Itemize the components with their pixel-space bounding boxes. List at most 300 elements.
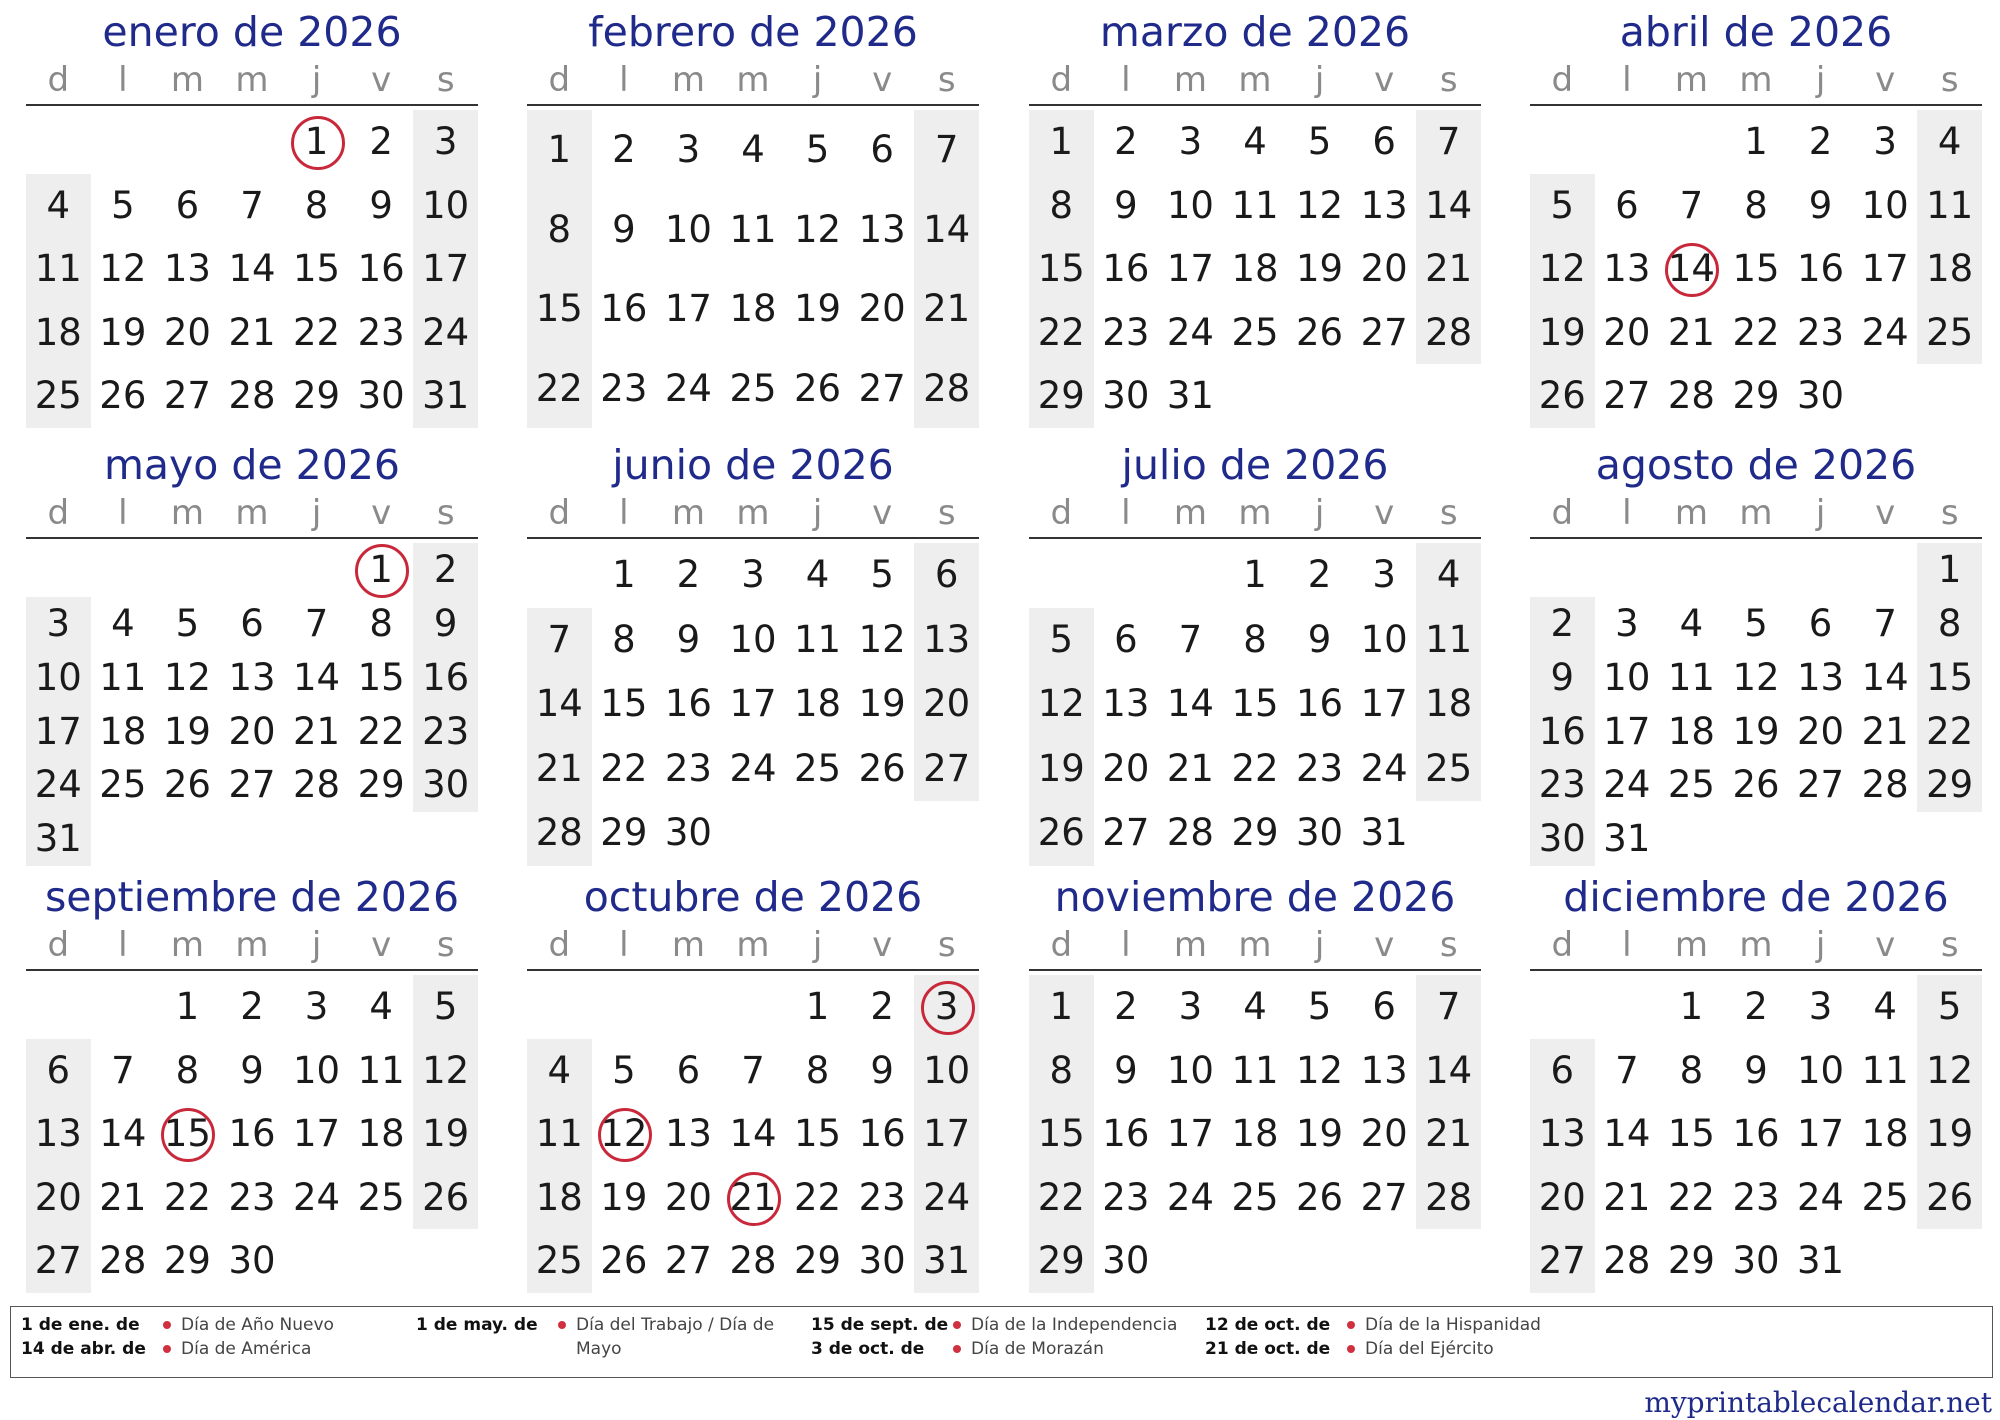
- site-brand[interactable]: myprintablecalendar.net: [1644, 1386, 1992, 1419]
- day-cell[interactable]: 21: [923, 287, 971, 330]
- day-cell[interactable]: 10: [664, 207, 712, 251]
- day-cell[interactable]: 6: [1372, 120, 1396, 163]
- day-cell[interactable]: 29: [163, 1239, 211, 1283]
- day-cell[interactable]: 22: [293, 310, 341, 354]
- holiday-day-cell[interactable]: 1: [284, 110, 349, 174]
- day-cell[interactable]: 5: [612, 1048, 636, 1092]
- day-cell[interactable]: 15: [1037, 1112, 1085, 1156]
- holiday-day-cell[interactable]: 1: [349, 543, 414, 597]
- day-cell[interactable]: 7: [304, 601, 329, 645]
- day-cell[interactable]: 27: [1102, 811, 1150, 855]
- holiday-day-cell[interactable]: 12: [592, 1102, 657, 1166]
- day-cell[interactable]: 9: [369, 183, 393, 227]
- day-cell[interactable]: 25: [1926, 310, 1974, 354]
- day-cell[interactable]: 29: [794, 1239, 842, 1283]
- day-cell[interactable]: 19: [1926, 1112, 1974, 1156]
- day-cell[interactable]: 17: [422, 247, 470, 291]
- day-cell[interactable]: 3: [1808, 985, 1833, 1028]
- day-cell[interactable]: 9: [1114, 1048, 1138, 1092]
- day-cell[interactable]: 9: [612, 207, 636, 251]
- day-cell[interactable]: 16: [422, 655, 470, 699]
- day-cell[interactable]: 1: [1937, 548, 1962, 591]
- day-cell[interactable]: 17: [923, 1112, 971, 1156]
- day-cell[interactable]: 5: [870, 553, 894, 596]
- day-cell[interactable]: 15: [600, 682, 648, 726]
- day-cell[interactable]: 26: [1926, 1175, 1974, 1219]
- day-cell[interactable]: 13: [228, 655, 276, 699]
- day-cell[interactable]: 9: [240, 1048, 264, 1092]
- day-cell[interactable]: 6: [1615, 183, 1639, 227]
- day-cell[interactable]: 23: [357, 310, 405, 354]
- day-cell[interactable]: 30: [858, 1239, 906, 1283]
- day-cell[interactable]: 31: [422, 374, 470, 418]
- day-cell[interactable]: 23: [1538, 763, 1586, 807]
- day-cell[interactable]: 19: [794, 287, 842, 330]
- day-cell[interactable]: 8: [547, 207, 572, 251]
- day-cell[interactable]: 13: [664, 1112, 712, 1156]
- day-cell[interactable]: 26: [858, 746, 906, 790]
- day-cell[interactable]: 21: [1603, 1175, 1651, 1219]
- day-cell[interactable]: 17: [34, 709, 82, 753]
- day-cell[interactable]: 27: [664, 1239, 712, 1283]
- day-cell[interactable]: 9: [870, 1048, 894, 1092]
- day-cell[interactable]: 3: [1372, 553, 1396, 596]
- day-cell[interactable]: 16: [1296, 682, 1344, 726]
- day-cell[interactable]: 30: [1296, 811, 1344, 855]
- day-cell[interactable]: 2: [1550, 601, 1575, 645]
- day-cell[interactable]: 5: [1049, 617, 1074, 661]
- day-cell[interactable]: 2: [369, 120, 393, 163]
- day-cell[interactable]: 9: [676, 617, 701, 661]
- day-cell[interactable]: 13: [1797, 655, 1845, 699]
- day-cell[interactable]: 29: [1231, 811, 1279, 855]
- day-cell[interactable]: 13: [1538, 1112, 1586, 1156]
- day-cell[interactable]: 23: [1102, 310, 1150, 354]
- day-cell[interactable]: 22: [1037, 1175, 1085, 1219]
- day-cell[interactable]: 29: [1926, 763, 1974, 807]
- day-cell[interactable]: 1: [1679, 985, 1704, 1028]
- day-cell[interactable]: 27: [923, 746, 971, 790]
- day-cell[interactable]: 11: [1231, 183, 1279, 227]
- day-cell[interactable]: 29: [1732, 374, 1780, 418]
- day-cell[interactable]: 4: [1679, 601, 1704, 645]
- day-cell[interactable]: 15: [794, 1112, 842, 1156]
- day-cell[interactable]: 30: [422, 763, 470, 807]
- day-cell[interactable]: 27: [858, 366, 906, 410]
- day-cell[interactable]: 8: [1937, 601, 1962, 645]
- day-cell[interactable]: 26: [1732, 763, 1780, 807]
- day-cell[interactable]: 31: [923, 1239, 971, 1283]
- day-cell[interactable]: 19: [163, 709, 211, 753]
- day-cell[interactable]: 7: [1873, 601, 1897, 645]
- day-cell[interactable]: 30: [1797, 374, 1845, 418]
- day-cell[interactable]: 21: [1166, 746, 1214, 790]
- day-cell[interactable]: 4: [1243, 120, 1267, 163]
- day-cell[interactable]: 24: [293, 1175, 341, 1219]
- day-cell[interactable]: 20: [664, 1175, 712, 1219]
- day-cell[interactable]: 30: [664, 811, 712, 855]
- day-cell[interactable]: 24: [923, 1175, 971, 1219]
- day-cell[interactable]: 10: [1603, 655, 1651, 699]
- day-cell[interactable]: 26: [1296, 1175, 1344, 1219]
- day-cell[interactable]: 14: [535, 682, 583, 726]
- day-cell[interactable]: 24: [1797, 1175, 1845, 1219]
- day-cell[interactable]: 11: [1926, 183, 1974, 227]
- day-cell[interactable]: 17: [1360, 682, 1408, 726]
- day-cell[interactable]: 1: [1049, 120, 1074, 163]
- day-cell[interactable]: 25: [1231, 310, 1279, 354]
- day-cell[interactable]: 15: [1732, 247, 1780, 291]
- day-cell[interactable]: 5: [1307, 985, 1332, 1028]
- day-cell[interactable]: 19: [600, 1175, 648, 1219]
- day-cell[interactable]: 7: [240, 183, 264, 227]
- day-cell[interactable]: 28: [228, 374, 276, 418]
- day-cell[interactable]: 19: [858, 682, 906, 726]
- day-cell[interactable]: 8: [1679, 1048, 1704, 1092]
- day-cell[interactable]: 8: [175, 1048, 200, 1092]
- day-cell[interactable]: 8: [612, 617, 636, 661]
- day-cell[interactable]: 12: [1037, 682, 1085, 726]
- day-cell[interactable]: 11: [535, 1112, 583, 1156]
- day-cell[interactable]: 24: [664, 366, 712, 410]
- day-cell[interactable]: 10: [729, 617, 777, 661]
- day-cell[interactable]: 14: [729, 1112, 777, 1156]
- day-cell[interactable]: 29: [293, 374, 341, 418]
- day-cell[interactable]: 18: [1231, 1112, 1279, 1156]
- day-cell[interactable]: 21: [1667, 310, 1715, 354]
- day-cell[interactable]: 23: [1732, 1175, 1780, 1219]
- day-cell[interactable]: 7: [111, 1048, 135, 1092]
- day-cell[interactable]: 15: [1037, 247, 1085, 291]
- day-cell[interactable]: 10: [1797, 1048, 1845, 1092]
- day-cell[interactable]: 17: [729, 682, 777, 726]
- day-cell[interactable]: 6: [676, 1048, 701, 1092]
- day-cell[interactable]: 18: [1425, 682, 1473, 726]
- day-cell[interactable]: 6: [46, 1048, 71, 1092]
- day-cell[interactable]: 17: [1166, 1112, 1214, 1156]
- day-cell[interactable]: 10: [1360, 617, 1408, 661]
- day-cell[interactable]: 27: [1360, 310, 1408, 354]
- day-cell[interactable]: 16: [1102, 247, 1150, 291]
- day-cell[interactable]: 20: [923, 682, 971, 726]
- day-cell[interactable]: 25: [1231, 1175, 1279, 1219]
- day-cell[interactable]: 18: [729, 287, 777, 330]
- day-cell[interactable]: 27: [228, 763, 276, 807]
- day-cell[interactable]: 13: [34, 1112, 82, 1156]
- day-cell[interactable]: 26: [794, 366, 842, 410]
- day-cell[interactable]: 14: [293, 655, 341, 699]
- day-cell[interactable]: 6: [870, 128, 894, 171]
- day-cell[interactable]: 25: [535, 1239, 583, 1283]
- day-cell[interactable]: 2: [676, 553, 701, 596]
- day-cell[interactable]: 16: [1732, 1112, 1780, 1156]
- day-cell[interactable]: 4: [111, 601, 135, 645]
- day-cell[interactable]: 20: [858, 287, 906, 330]
- day-cell[interactable]: 7: [1436, 985, 1461, 1028]
- day-cell[interactable]: 21: [99, 1175, 147, 1219]
- day-cell[interactable]: 23: [664, 746, 712, 790]
- day-cell[interactable]: 1: [805, 985, 830, 1028]
- day-cell[interactable]: 16: [228, 1112, 276, 1156]
- day-cell[interactable]: 22: [1732, 310, 1780, 354]
- day-cell[interactable]: 13: [1360, 1048, 1408, 1092]
- day-cell[interactable]: 16: [858, 1112, 906, 1156]
- day-cell[interactable]: 30: [1538, 817, 1586, 861]
- day-cell[interactable]: 2: [1114, 985, 1138, 1028]
- day-cell[interactable]: 28: [1425, 310, 1473, 354]
- day-cell[interactable]: 14: [1166, 682, 1214, 726]
- day-cell[interactable]: 12: [1296, 183, 1344, 227]
- day-cell[interactable]: 21: [1425, 1112, 1473, 1156]
- day-cell[interactable]: 21: [535, 746, 583, 790]
- day-cell[interactable]: 5: [1937, 985, 1962, 1028]
- day-cell[interactable]: 20: [1102, 746, 1150, 790]
- day-cell[interactable]: 10: [34, 655, 82, 699]
- day-cell[interactable]: 9: [1744, 1048, 1768, 1092]
- day-cell[interactable]: 3: [304, 985, 329, 1028]
- day-cell[interactable]: 15: [1926, 655, 1974, 699]
- day-cell[interactable]: 25: [1425, 746, 1473, 790]
- day-cell[interactable]: 16: [1102, 1112, 1150, 1156]
- day-cell[interactable]: 12: [1296, 1048, 1344, 1092]
- day-cell[interactable]: 29: [1037, 374, 1085, 418]
- day-cell[interactable]: 24: [1861, 310, 1909, 354]
- day-cell[interactable]: 16: [664, 682, 712, 726]
- day-cell[interactable]: 21: [1425, 247, 1473, 291]
- holiday-day-cell[interactable]: 15: [155, 1102, 220, 1166]
- day-cell[interactable]: 4: [547, 1048, 572, 1092]
- day-cell[interactable]: 15: [1667, 1112, 1715, 1156]
- day-cell[interactable]: 19: [1538, 310, 1586, 354]
- day-cell[interactable]: 28: [99, 1239, 147, 1283]
- day-cell[interactable]: 18: [34, 310, 82, 354]
- day-cell[interactable]: 18: [1861, 1112, 1909, 1156]
- day-cell[interactable]: 22: [794, 1175, 842, 1219]
- day-cell[interactable]: 27: [1797, 763, 1845, 807]
- day-cell[interactable]: 29: [600, 811, 648, 855]
- day-cell[interactable]: 29: [1667, 1239, 1715, 1283]
- day-cell[interactable]: 12: [794, 207, 842, 251]
- day-cell[interactable]: 6: [175, 183, 200, 227]
- day-cell[interactable]: 31: [1166, 374, 1214, 418]
- day-cell[interactable]: 29: [1037, 1239, 1085, 1283]
- day-cell[interactable]: 26: [99, 374, 147, 418]
- day-cell[interactable]: 30: [1732, 1239, 1780, 1283]
- day-cell[interactable]: 24: [729, 746, 777, 790]
- day-cell[interactable]: 17: [1861, 247, 1909, 291]
- day-cell[interactable]: 16: [600, 287, 648, 330]
- day-cell[interactable]: 30: [1102, 1239, 1150, 1283]
- day-cell[interactable]: 3: [1615, 601, 1639, 645]
- day-cell[interactable]: 11: [1425, 617, 1473, 661]
- day-cell[interactable]: 23: [1102, 1175, 1150, 1219]
- day-cell[interactable]: 23: [600, 366, 648, 410]
- day-cell[interactable]: 31: [1797, 1239, 1845, 1283]
- day-cell[interactable]: 18: [1667, 709, 1715, 753]
- day-cell[interactable]: 22: [1037, 310, 1085, 354]
- day-cell[interactable]: 17: [664, 287, 712, 330]
- day-cell[interactable]: 11: [34, 247, 82, 291]
- day-cell[interactable]: 1: [612, 553, 636, 596]
- day-cell[interactable]: 8: [1243, 617, 1267, 661]
- day-cell[interactable]: 18: [535, 1175, 583, 1219]
- day-cell[interactable]: 19: [422, 1112, 470, 1156]
- day-cell[interactable]: 23: [228, 1175, 276, 1219]
- day-cell[interactable]: 2: [433, 548, 458, 591]
- day-cell[interactable]: 7: [741, 1048, 765, 1092]
- day-cell[interactable]: 19: [99, 310, 147, 354]
- day-cell[interactable]: 9: [1550, 655, 1575, 699]
- holiday-day-cell[interactable]: 21: [721, 1166, 786, 1230]
- day-cell[interactable]: 9: [1114, 183, 1138, 227]
- day-cell[interactable]: 14: [1603, 1112, 1651, 1156]
- day-cell[interactable]: 5: [1744, 601, 1768, 645]
- day-cell[interactable]: 28: [923, 366, 971, 410]
- day-cell[interactable]: 14: [1425, 1048, 1473, 1092]
- day-cell[interactable]: 15: [357, 655, 405, 699]
- day-cell[interactable]: 9: [1808, 183, 1833, 227]
- day-cell[interactable]: 6: [934, 553, 959, 596]
- day-cell[interactable]: 28: [1425, 1175, 1473, 1219]
- day-cell[interactable]: 13: [858, 207, 906, 251]
- day-cell[interactable]: 24: [1603, 763, 1651, 807]
- day-cell[interactable]: 26: [1296, 310, 1344, 354]
- day-cell[interactable]: 24: [1360, 746, 1408, 790]
- day-cell[interactable]: 13: [1360, 183, 1408, 227]
- day-cell[interactable]: 7: [934, 128, 959, 171]
- day-cell[interactable]: 7: [1436, 120, 1461, 163]
- day-cell[interactable]: 25: [1667, 763, 1715, 807]
- day-cell[interactable]: 20: [1360, 1112, 1408, 1156]
- day-cell[interactable]: 12: [163, 655, 211, 699]
- day-cell[interactable]: 4: [1436, 553, 1461, 596]
- day-cell[interactable]: 12: [1732, 655, 1780, 699]
- day-cell[interactable]: 7: [547, 617, 572, 661]
- day-cell[interactable]: 3: [1873, 120, 1897, 163]
- day-cell[interactable]: 2: [612, 128, 636, 171]
- holiday-day-cell[interactable]: 14: [1659, 237, 1724, 301]
- day-cell[interactable]: 20: [1360, 247, 1408, 291]
- day-cell[interactable]: 21: [293, 709, 341, 753]
- day-cell[interactable]: 28: [1166, 811, 1214, 855]
- day-cell[interactable]: 11: [357, 1048, 405, 1092]
- day-cell[interactable]: 16: [1538, 709, 1586, 753]
- day-cell[interactable]: 21: [1861, 709, 1909, 753]
- day-cell[interactable]: 24: [1166, 310, 1214, 354]
- day-cell[interactable]: 8: [369, 601, 393, 645]
- day-cell[interactable]: 19: [1037, 746, 1085, 790]
- day-cell[interactable]: 2: [1744, 985, 1768, 1028]
- day-cell[interactable]: 4: [805, 553, 830, 596]
- day-cell[interactable]: 14: [99, 1112, 147, 1156]
- day-cell[interactable]: 29: [357, 763, 405, 807]
- day-cell[interactable]: 6: [240, 601, 264, 645]
- day-cell[interactable]: 26: [422, 1175, 470, 1219]
- day-cell[interactable]: 22: [1926, 709, 1974, 753]
- day-cell[interactable]: 9: [1307, 617, 1332, 661]
- day-cell[interactable]: 22: [163, 1175, 211, 1219]
- day-cell[interactable]: 4: [1873, 985, 1897, 1028]
- day-cell[interactable]: 1: [547, 128, 572, 171]
- day-cell[interactable]: 4: [1937, 120, 1962, 163]
- day-cell[interactable]: 3: [1178, 985, 1203, 1028]
- day-cell[interactable]: 13: [1603, 247, 1651, 291]
- holiday-day-cell[interactable]: 3: [914, 975, 979, 1039]
- day-cell[interactable]: 1: [1744, 120, 1768, 163]
- day-cell[interactable]: 26: [1538, 374, 1586, 418]
- day-cell[interactable]: 3: [46, 601, 71, 645]
- day-cell[interactable]: 6: [1114, 617, 1138, 661]
- day-cell[interactable]: 28: [729, 1239, 777, 1283]
- day-cell[interactable]: 10: [422, 183, 470, 227]
- day-cell[interactable]: 16: [1797, 247, 1845, 291]
- day-cell[interactable]: 14: [1425, 183, 1473, 227]
- day-cell[interactable]: 11: [729, 207, 777, 251]
- day-cell[interactable]: 12: [1926, 1048, 1974, 1092]
- day-cell[interactable]: 27: [1360, 1175, 1408, 1219]
- day-cell[interactable]: 13: [163, 247, 211, 291]
- day-cell[interactable]: 17: [1166, 247, 1214, 291]
- day-cell[interactable]: 22: [357, 709, 405, 753]
- day-cell[interactable]: 1: [1243, 553, 1267, 596]
- day-cell[interactable]: 2: [1808, 120, 1833, 163]
- day-cell[interactable]: 26: [163, 763, 211, 807]
- day-cell[interactable]: 13: [1102, 682, 1150, 726]
- day-cell[interactable]: 28: [1603, 1239, 1651, 1283]
- day-cell[interactable]: 24: [34, 763, 82, 807]
- day-cell[interactable]: 31: [1360, 811, 1408, 855]
- day-cell[interactable]: 14: [228, 247, 276, 291]
- day-cell[interactable]: 9: [433, 601, 458, 645]
- day-cell[interactable]: 25: [729, 366, 777, 410]
- day-cell[interactable]: 4: [46, 183, 71, 227]
- day-cell[interactable]: 15: [1231, 682, 1279, 726]
- day-cell[interactable]: 10: [1166, 183, 1214, 227]
- day-cell[interactable]: 17: [293, 1112, 341, 1156]
- day-cell[interactable]: 15: [293, 247, 341, 291]
- day-cell[interactable]: 6: [1372, 985, 1396, 1028]
- day-cell[interactable]: 23: [1296, 746, 1344, 790]
- day-cell[interactable]: 19: [1296, 1112, 1344, 1156]
- day-cell[interactable]: 8: [1049, 1048, 1074, 1092]
- day-cell[interactable]: 11: [794, 617, 842, 661]
- day-cell[interactable]: 11: [1861, 1048, 1909, 1092]
- day-cell[interactable]: 24: [1166, 1175, 1214, 1219]
- day-cell[interactable]: 18: [99, 709, 147, 753]
- day-cell[interactable]: 8: [805, 1048, 830, 1092]
- day-cell[interactable]: 10: [1166, 1048, 1214, 1092]
- day-cell[interactable]: 28: [1667, 374, 1715, 418]
- day-cell[interactable]: 6: [1808, 601, 1833, 645]
- day-cell[interactable]: 3: [676, 128, 701, 171]
- day-cell[interactable]: 19: [1296, 247, 1344, 291]
- day-cell[interactable]: 4: [369, 985, 393, 1028]
- day-cell[interactable]: 24: [422, 310, 470, 354]
- day-cell[interactable]: 12: [1538, 247, 1586, 291]
- day-cell[interactable]: 5: [805, 128, 830, 171]
- day-cell[interactable]: 19: [1732, 709, 1780, 753]
- day-cell[interactable]: 18: [1231, 247, 1279, 291]
- day-cell[interactable]: 12: [422, 1048, 470, 1092]
- day-cell[interactable]: 22: [1667, 1175, 1715, 1219]
- day-cell[interactable]: 28: [293, 763, 341, 807]
- day-cell[interactable]: 11: [1667, 655, 1715, 699]
- day-cell[interactable]: 14: [923, 207, 971, 251]
- day-cell[interactable]: 7: [1615, 1048, 1639, 1092]
- day-cell[interactable]: 3: [1178, 120, 1203, 163]
- day-cell[interactable]: 27: [34, 1239, 82, 1283]
- day-cell[interactable]: 12: [858, 617, 906, 661]
